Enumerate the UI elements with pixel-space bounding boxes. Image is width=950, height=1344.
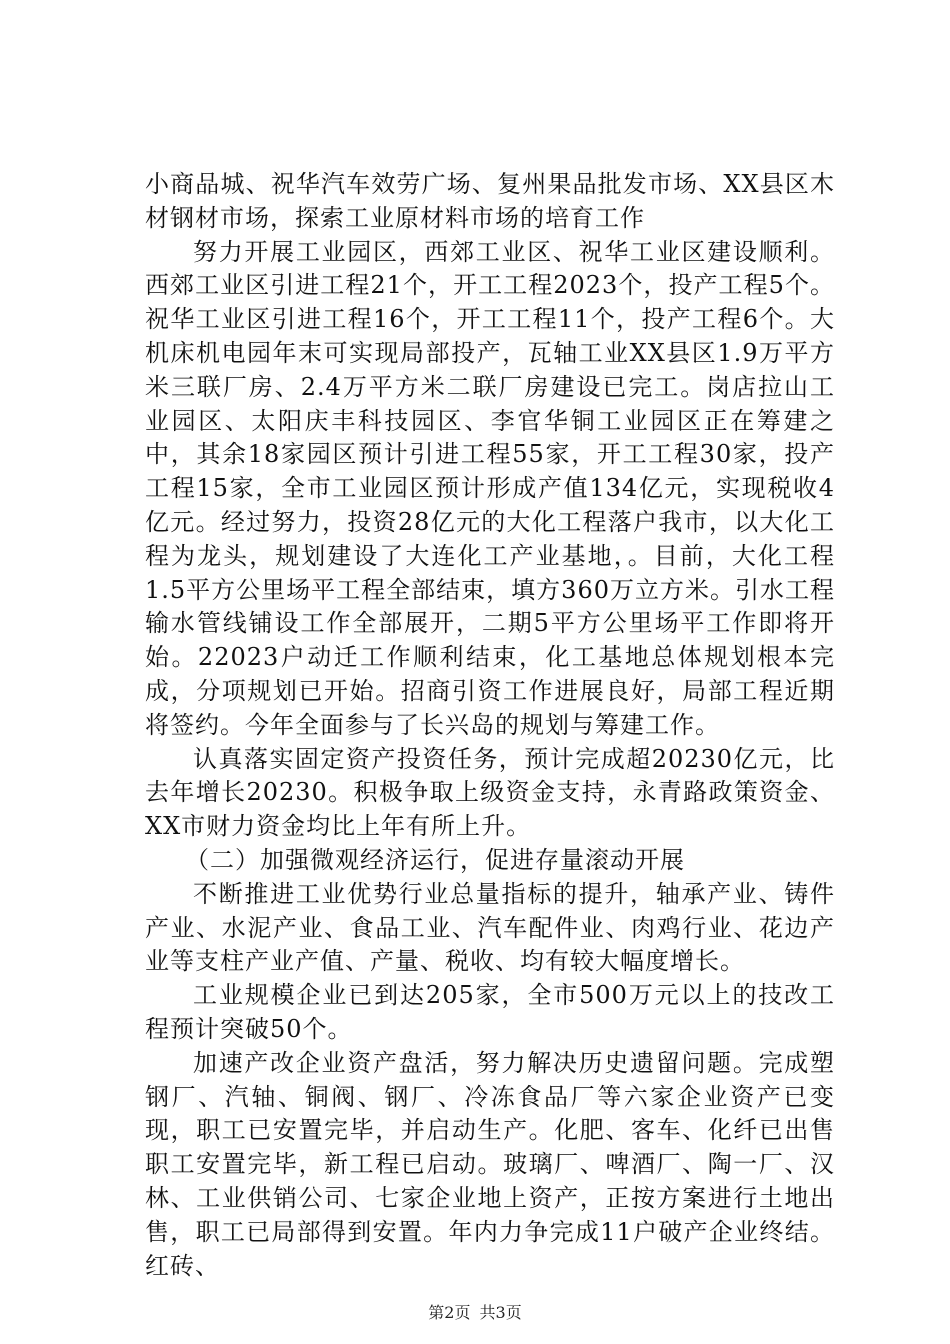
paragraph-4: 不断推进工业优势行业总量指标的提升，轴承产业、铸件产业、水泥产业、食品工业、汽车配件业、肉鸡行业、花边产业等支柱产业产值、产量、税收、均有较大幅度增长。 [145, 879, 835, 976]
paragraph-3: 认真落实固定资产投资任务，预计完成超20230亿元，比去年增长20230。积极争取上级资金支持，永青路政策资金、XX市财力资金均比上年有所上升。 [145, 744, 835, 841]
paragraph-2: 努力开展工业园区，西郊工业区、祝华工业区建设顺利。西郊工业区引进工程21个，开工工程2023个，投产工程5个。祝华工业区引进工程16个，开工工程11个，投产工程6个。大机床机电园年末可实现局部投产，瓦轴工业XX县区1.9万平方米三联厂房、2.4万平方米二联厂房建设已完工。岗店拉山工业园区、太阳庆丰科技园区、李官华铜工业园区正在筹建之中，其余18家园区预计引进工程55家，开工工程30家，投产工程15家，全市工业园区预计形成产值134亿元，实现税收4亿元。经过努力，投资28亿元的大化工程落户我市，以大化工程为龙头，规划建设了大连化工产业基地，。目前，大化工程1.5平方公里场平工程全部结束，填方360万立方米。引水工程输水管线铺设工作全部展开，二期5平方公里场平工作即将开始。22023户动迁工作顺利结束，化工基地总体规划根本完成，分项规划已开始。招商引资工作进展良好，局部工程近期将签约。今年全面参与了长兴岛的规划与筹建工作。 [145, 237, 835, 739]
paragraph-6: 加速产改企业资产盘活，努力解决历史遗留问题。完成塑钢厂、汽轴、铜阀、钢厂、冷冻食品厂等六家企业资产已变现，职工已安置完毕，并启动生产。化肥、客车、化纤已出售职工安置完毕，新工程已启动。玻璃厂、啤酒厂、陶一厂、汉林、工业供销公司、七家企业地上资产，正按方案进行土地出售，职工已局部得到安置。年内力争完成11户破产企业终结。红砖、 [145, 1048, 835, 1280]
paragraph-5: 工业规模企业已到达205家，全市500万元以上的技改工程预计突破50个。 [145, 981, 835, 1043]
page-footer [0, 1300, 950, 1323]
document-body [145, 168, 835, 1283]
page-total: 共3页 [479, 1303, 522, 1322]
page-number: 第2页 [428, 1303, 471, 1322]
section-heading: （二）加强微观经济运行，促进存量滚动开展 [185, 845, 685, 874]
paragraph-1: 小商品城、祝华汽车效劳广场、复州果品批发市场、XX县区木材钢材市场，探索工业原材料市场的培育工作 [145, 170, 835, 232]
